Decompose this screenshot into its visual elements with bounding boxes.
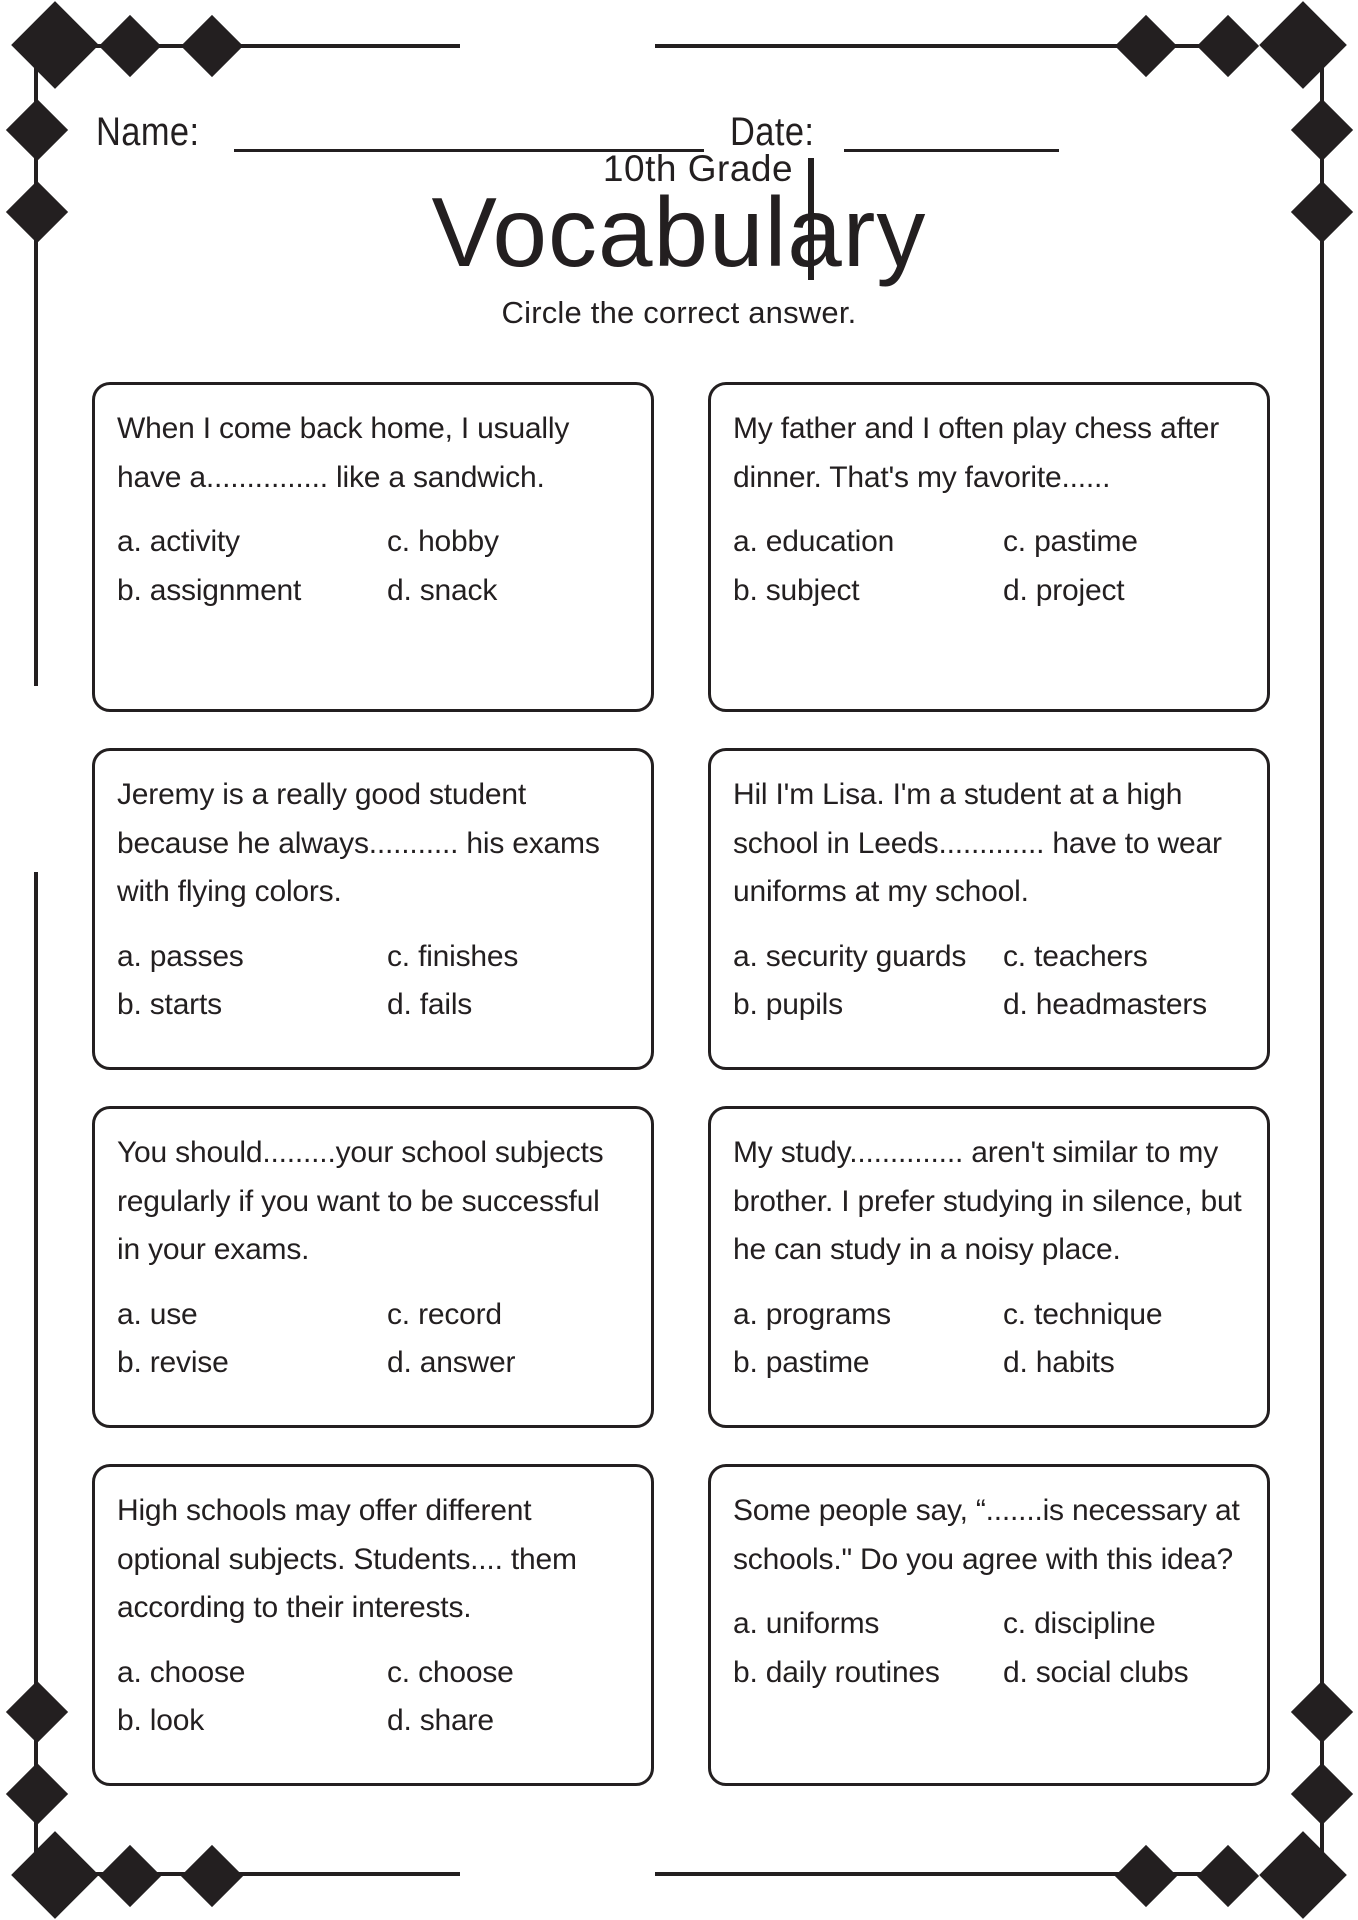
option-row xyxy=(733,1600,1245,1649)
option-c[interactable]: c. record xyxy=(387,1297,502,1331)
date-label: Date: xyxy=(730,110,815,154)
option-d[interactable]: d. headmasters xyxy=(1003,988,1207,1022)
question-box-3[interactable] xyxy=(92,748,654,1070)
option-a[interactable]: a. programs xyxy=(733,1297,891,1331)
border-line-left-upper xyxy=(34,46,38,686)
question-text: Some people say, “.......is necessary at schools." Do you agree with this idea? xyxy=(733,1494,1240,1576)
option-b[interactable]: b. starts xyxy=(117,988,222,1022)
option-b[interactable]: b. pastime xyxy=(733,1346,870,1380)
answer-options xyxy=(733,518,1245,615)
border-line-top-right xyxy=(655,44,1245,48)
option-b[interactable]: b. pupils xyxy=(733,988,843,1022)
border-line-bottom-right xyxy=(655,1872,1245,1876)
edge-diamond-left-3 xyxy=(6,1681,68,1743)
question-text: Hil I'm Lisa. I'm a student at a high school in Leeds............. have to wear uniforms at my school. xyxy=(733,778,1222,909)
option-c[interactable]: c. finishes xyxy=(387,939,519,973)
question-box-7[interactable] xyxy=(92,1464,654,1786)
border-line-bottom-left xyxy=(62,1872,460,1876)
option-row xyxy=(733,567,1245,616)
option-row xyxy=(733,933,1245,982)
answer-options xyxy=(733,1291,1245,1388)
option-row xyxy=(117,1649,629,1698)
option-d[interactable]: d. project xyxy=(1003,573,1125,607)
option-d[interactable]: d. snack xyxy=(387,573,498,607)
option-a[interactable]: a. choose xyxy=(117,1655,246,1689)
option-d[interactable]: d. fails xyxy=(387,988,473,1022)
option-row xyxy=(117,567,629,616)
option-b[interactable]: b. revise xyxy=(117,1346,229,1380)
option-c[interactable]: c. teachers xyxy=(1003,939,1148,973)
edge-diamond-left-4 xyxy=(6,1763,68,1825)
option-row xyxy=(117,933,629,982)
option-row xyxy=(117,518,629,567)
question-text: When I come back home, I usually have a............... like a sandwich. xyxy=(117,412,570,494)
option-c[interactable]: c. pastime xyxy=(1003,525,1138,559)
option-a[interactable]: a. activity xyxy=(117,525,240,559)
option-d[interactable]: d. share xyxy=(387,1704,494,1738)
question-text: Jeremy is a really good student because he always........... his exams with flying colors. xyxy=(117,778,600,909)
name-label: Name: xyxy=(96,110,200,154)
edge-diamond-right-4 xyxy=(1291,1763,1353,1825)
edge-diamond-right-3 xyxy=(1291,1681,1353,1743)
option-b[interactable]: b. daily routines xyxy=(733,1655,940,1689)
corner-diamond-bottom-right xyxy=(1259,1831,1347,1919)
instructions-text: Circle the correct answer. xyxy=(501,294,857,330)
option-a[interactable]: a. passes xyxy=(117,939,244,973)
option-row xyxy=(733,1339,1245,1388)
option-c[interactable]: c. discipline xyxy=(1003,1607,1156,1641)
option-a[interactable]: a. uniforms xyxy=(733,1607,880,1641)
page-title: Vocabulary xyxy=(431,177,927,287)
option-row xyxy=(117,1339,629,1388)
question-text: You should.........your school subjects regularly if you want to be successful in your exams. xyxy=(117,1136,604,1267)
question-box-2[interactable] xyxy=(708,382,1270,712)
corner-diamond-top-left xyxy=(11,1,99,89)
answer-options xyxy=(117,1291,629,1388)
option-row xyxy=(733,981,1245,1030)
edge-diamond-top-4 xyxy=(1115,15,1177,77)
border-line-top-left xyxy=(62,44,460,48)
option-row xyxy=(117,981,629,1030)
option-b[interactable]: b. look xyxy=(117,1704,204,1738)
edge-diamond-top-1 xyxy=(99,15,161,77)
option-a[interactable]: a. security guards xyxy=(733,939,967,973)
question-box-6[interactable] xyxy=(708,1106,1270,1428)
answer-options xyxy=(733,933,1245,1030)
name-date-header xyxy=(96,96,1286,152)
corner-diamond-top-right xyxy=(1259,1,1347,89)
question-box-8[interactable] xyxy=(708,1464,1270,1786)
option-c[interactable]: c. technique xyxy=(1003,1297,1163,1331)
option-c[interactable]: c. hobby xyxy=(387,525,499,559)
edge-diamond-bottom-4 xyxy=(1115,1845,1177,1907)
corner-diamond-bottom-left xyxy=(11,1831,99,1919)
border-line-left-lower xyxy=(34,872,38,1872)
option-b[interactable]: b. subject xyxy=(733,573,860,607)
edge-diamond-bottom-1 xyxy=(99,1845,161,1907)
name-input-line[interactable] xyxy=(234,111,704,152)
question-text: My study.............. aren't similar to my brother. I prefer studying in silence, but he can study in a noisy place. xyxy=(733,1136,1242,1267)
option-a[interactable]: a. use xyxy=(117,1297,198,1331)
option-d[interactable]: d. answer xyxy=(387,1346,516,1380)
option-b[interactable]: b. assignment xyxy=(117,573,302,607)
option-row xyxy=(733,1291,1245,1340)
question-grid xyxy=(92,382,1270,1786)
edge-diamond-top-3 xyxy=(1197,15,1259,77)
answer-options xyxy=(733,1600,1245,1697)
option-row xyxy=(117,1291,629,1340)
question-box-1[interactable] xyxy=(92,382,654,712)
edge-diamond-bottom-3 xyxy=(1197,1845,1259,1907)
option-row xyxy=(733,518,1245,567)
answer-options xyxy=(117,1649,629,1746)
question-box-4[interactable] xyxy=(708,748,1270,1070)
grade-level-label: 10th Grade xyxy=(602,148,794,189)
option-a[interactable]: a. education xyxy=(733,525,895,559)
option-d[interactable]: d. habits xyxy=(1003,1346,1115,1380)
answer-options xyxy=(117,518,629,615)
option-c[interactable]: c. choose xyxy=(387,1655,514,1689)
answer-options xyxy=(117,933,629,1030)
edge-diamond-top-2 xyxy=(181,15,243,77)
option-row xyxy=(733,1649,1245,1698)
worksheet-title-block xyxy=(0,150,1358,331)
option-d[interactable]: d. social clubs xyxy=(1003,1655,1189,1689)
date-input-line[interactable] xyxy=(844,111,1059,152)
question-text: High schools may offer different optional subjects. Students.... them according to their interests. xyxy=(117,1494,577,1625)
question-text: My father and I often play chess after dinner. That's my favorite...... xyxy=(733,412,1219,494)
question-box-5[interactable] xyxy=(92,1106,654,1428)
edge-diamond-bottom-2 xyxy=(181,1845,243,1907)
option-row xyxy=(117,1697,629,1746)
